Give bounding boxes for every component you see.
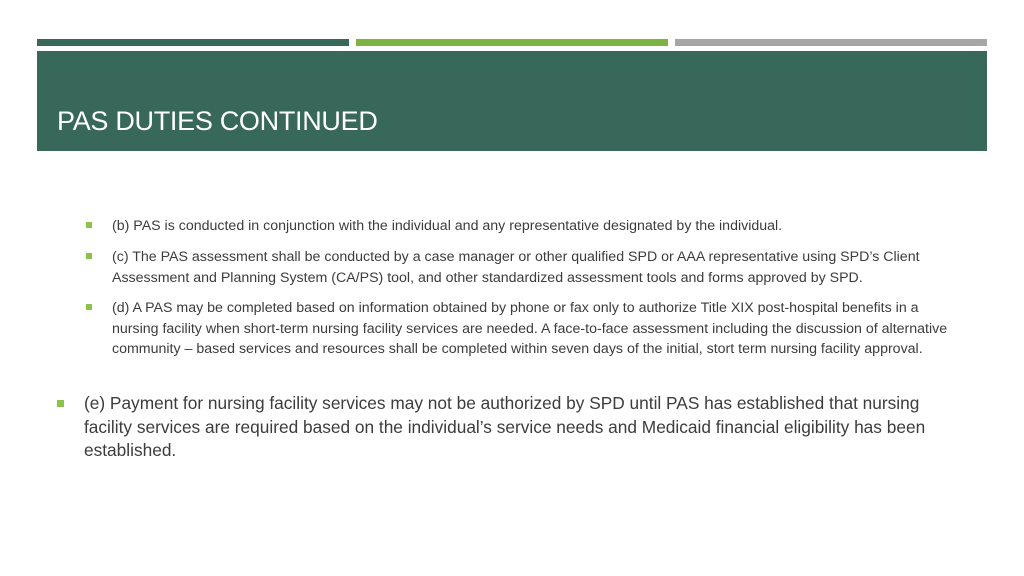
- square-bullet-icon: [86, 253, 92, 259]
- bullet-item: [86, 247, 966, 288]
- slide-title: PAS DUTIES CONTINUED: [57, 106, 378, 136]
- square-bullet-icon: [86, 222, 92, 228]
- bullet-text: (c) The PAS assessment shall be conducted by a case manager or other qualified SPD or AAA representative using SPD’s Client Assessment and Planning System (CA/PS) tool, and other standardized assessment tools and forms approved by SPD.: [112, 249, 920, 286]
- square-bullet-icon: [86, 304, 92, 310]
- bullet-text: (e) Payment for nursing facility services may not be authorized by SPD until PAS has established that nursing facility services are required based on the individual’s service needs and Medicaid financial eligibility has been established.: [84, 393, 926, 460]
- bullet-item: [86, 298, 966, 360]
- bullet-text: (b) PAS is conducted in conjunction with the individual and any representative designated by the individual.: [112, 218, 783, 234]
- bullet-text: (d) A PAS may be completed based on information obtained by phone or fax only to authorize Title XIX post-hospital benefits in a nursing facility when short-term nursing facility services are needed. A face-to-face assessment including the discussion of alternative community – based services and resources shall be completed within seven days of the initial, stort term nursing facility approval.: [112, 300, 948, 357]
- square-bullet-icon: [57, 400, 64, 407]
- bullet-item: [86, 216, 966, 237]
- bullet-item: [57, 392, 957, 463]
